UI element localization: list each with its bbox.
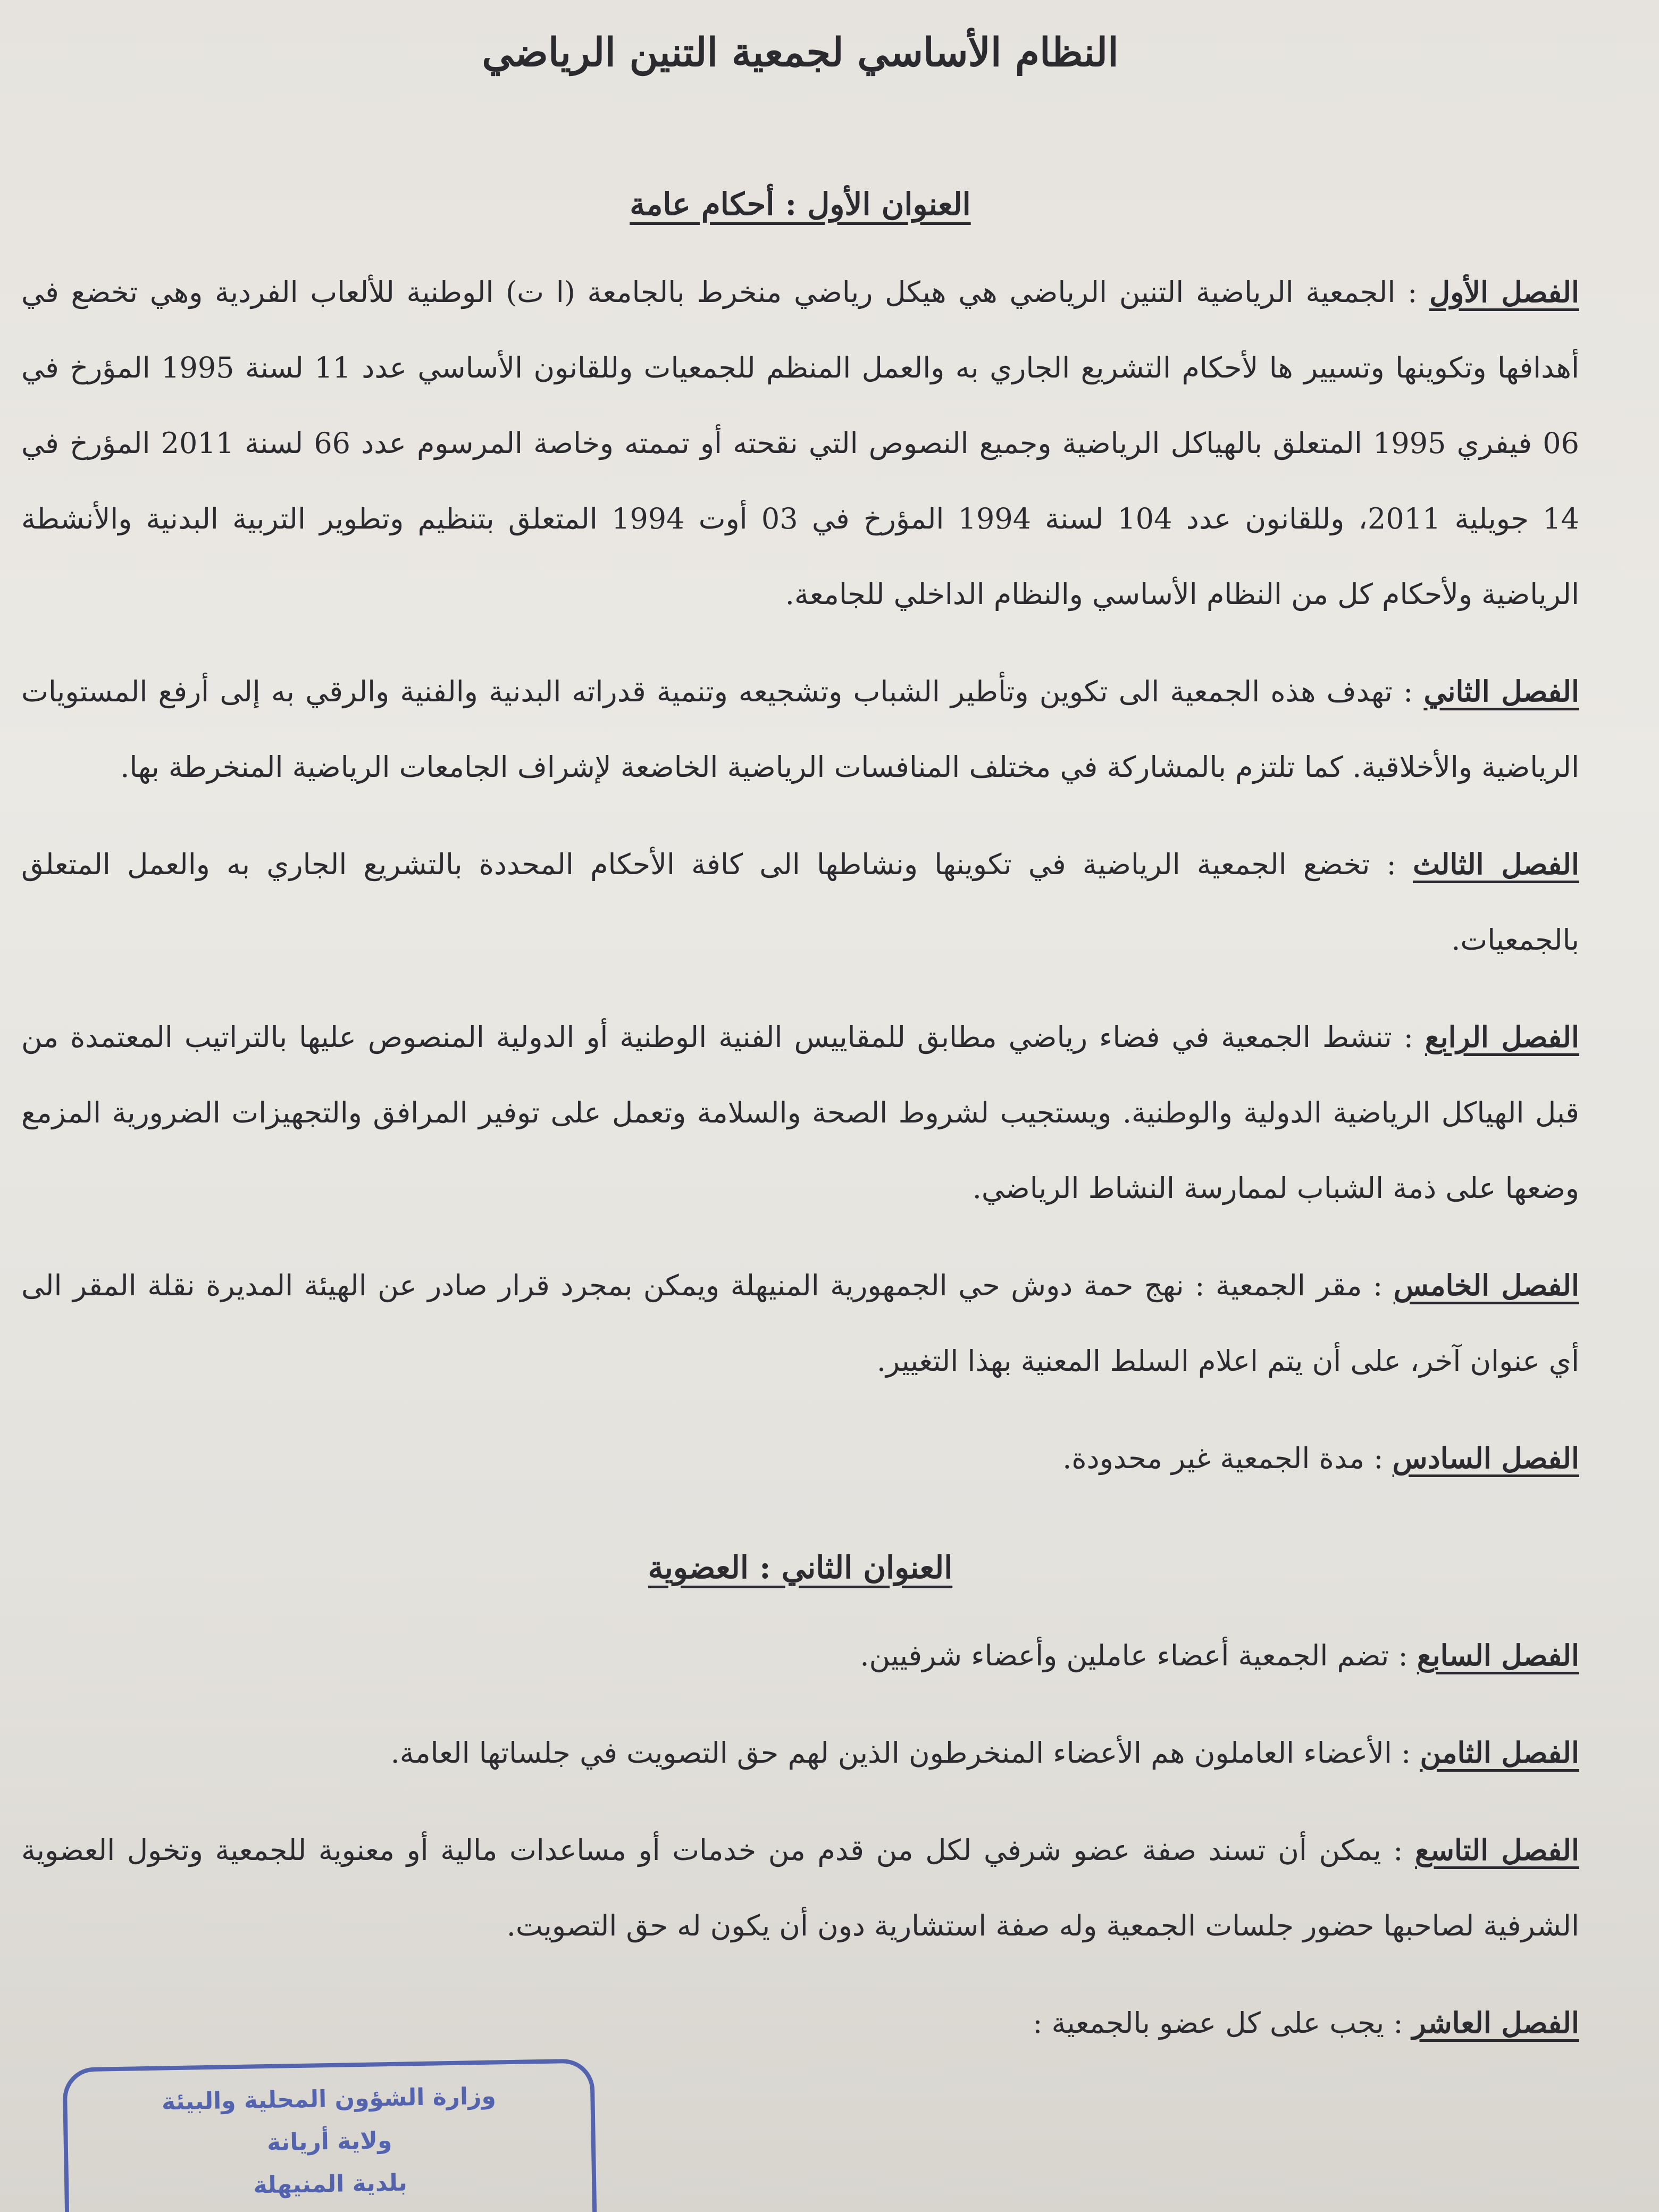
- article-label: الفصل التاسع: [1415, 1832, 1579, 1867]
- document-title: النظام الأساسي لجمعية التنين الرياضي: [482, 30, 1119, 76]
- article-separator: :: [1384, 2006, 1412, 2040]
- article-separator: :: [1381, 1833, 1415, 1867]
- article-text: تنشط الجمعية في فضاء رياضي مطابق للمقاييس الفنية الوطنية أو الدولية المنصوص عليها بالتراتيب المعتمدة من قبل الهياكل الرياضية الدولية والوطنية. ويستجيب لشروط الصحة والسلامة وتعمل على توفير المرافق والتجهيزات الضرورية المزمع وضعها على ذمة الشباب لممارسة النشاط الرياضي.: [21, 1020, 1579, 1205]
- article-label: الفصل الرابع: [1425, 1019, 1580, 1054]
- article-9: [21, 1812, 1579, 1964]
- article-text: تخضع الجمعية الرياضية في تكوينها ونشاطها الى كافة الأحكام المحددة بالتشريع الجاري به والعمل المتعلق بالجمعيات.: [21, 847, 1579, 957]
- stamp-line-ministry: وزارة الشؤون المحلية والبيئة: [161, 2082, 497, 2116]
- section-heading-general-provisions: [21, 186, 1579, 222]
- article-text: الجمعية الرياضية التنين الرياضي هي هيكل رياضي منخرط بالجامعة (ا ت) الوطنية للألعاب الفردية وهي تخضع في أهدافها وتكوينها وتسيير ها لأحكام التشريع الجاري به والعمل المنظم للجمعيات وللقانون الأساسي عدد 11 لسنة 1995 المؤرخ في 06 فيفري 1995 المتعلق بالهياكل الرياضية وجميع النصوص التي نقحته أو تممته وخاصة المرسوم عدد 66 لسنة 2011 المؤرخ في 14 جويلية 2011، وللقانون عدد 104 لسنة 1994 المؤرخ في 03 أوت 1994 المتعلق بتنظيم وتطوير التربية البدنية والأنشطة الرياضية ولأحكام كل من النظام الأساسي والنظام الداخلي للجامعة.: [21, 275, 1580, 611]
- section-heading-text: العنوان الأول : أحكام عامة: [630, 186, 971, 222]
- article-6: [21, 1420, 1579, 1496]
- stamp-line-municipality: بلدية المنيهلة: [253, 2169, 408, 2199]
- section-heading-membership: [21, 1549, 1579, 1586]
- article-1: [21, 254, 1579, 632]
- section-heading-text: العنوان الثاني : العضوية: [648, 1549, 953, 1586]
- article-label: الفصل الخامس: [1393, 1268, 1579, 1302]
- article-text: الأعضاء العاملون هم الأعضاء المنخرطون الذين لهم حق التصويت في جلساتها العامة.: [390, 1736, 1392, 1770]
- article-label: الفصل الأول: [1429, 274, 1579, 309]
- article-label: الفصل الثاني: [1423, 674, 1579, 708]
- article-separator: :: [1370, 847, 1413, 881]
- article-2: [21, 653, 1579, 805]
- article-7: [21, 1618, 1579, 1694]
- article-text: مقر الجمعية : نهج حمة دوش حي الجمهورية المنيهلة ويمكن بمجرد قرار صادر عن الهيئة المديرة نقلة المقر الى أي عنوان آخر، على أن يتم اعلام السلط المعنية بهذا التغيير.: [21, 1268, 1579, 1378]
- article-4: [21, 999, 1579, 1226]
- article-separator: :: [1392, 674, 1424, 708]
- article-label: الفصل الثالث: [1412, 847, 1579, 881]
- article-text: يمكن أن تسند صفة عضو شرفي لكل من قدم من خدمات أو مساعدات مالية أو معنوية للجمعية وتخول العضوية الشرفية لصاحبها حضور جلسات الجمعية وله صفة استشارية دون أن يكون له حق التصويت.: [21, 1833, 1579, 1942]
- article-separator: :: [1392, 1736, 1420, 1770]
- article-5: [21, 1247, 1579, 1399]
- article-label: الفصل السادس: [1392, 1440, 1579, 1475]
- article-label: الفصل السابع: [1417, 1638, 1579, 1672]
- article-text: تهدف هذه الجمعية الى تكوين وتأطير الشباب وتشجيعه وتنمية قدراته البدنية والفنية والرقي به إلى أرفع المستويات الرياضية والأخلاقية. كما تلتزم بالمشاركة في مختلف المنافسات الرياضية الخاضعة لإشراف الجامعات الرياضية المنخرطة بها.: [21, 674, 1579, 784]
- article-label: الفصل العاشر: [1412, 2005, 1579, 2040]
- article-text: يجب على كل عضو بالجمعية :: [1033, 2006, 1385, 2040]
- article-3: [21, 826, 1579, 978]
- municipal-stamp: [62, 2058, 597, 2212]
- article-separator: :: [1389, 1638, 1417, 1672]
- article-text: تضم الجمعية أعضاء عاملين وأعضاء شرفيين.: [860, 1638, 1389, 1672]
- article-separator: :: [1364, 1441, 1393, 1475]
- article-separator: :: [1395, 275, 1430, 309]
- article-10: [21, 1985, 1579, 2061]
- article-separator: :: [1392, 1020, 1425, 1054]
- stamp-line-governorate: ولاية أريانة: [266, 2126, 392, 2157]
- article-separator: :: [1362, 1268, 1394, 1302]
- document-body: [21, 16, 1579, 2212]
- article-8: [21, 1715, 1579, 1791]
- article-label: الفصل الثامن: [1420, 1735, 1579, 1770]
- article-text: مدة الجمعية غير محدودة.: [1062, 1441, 1365, 1475]
